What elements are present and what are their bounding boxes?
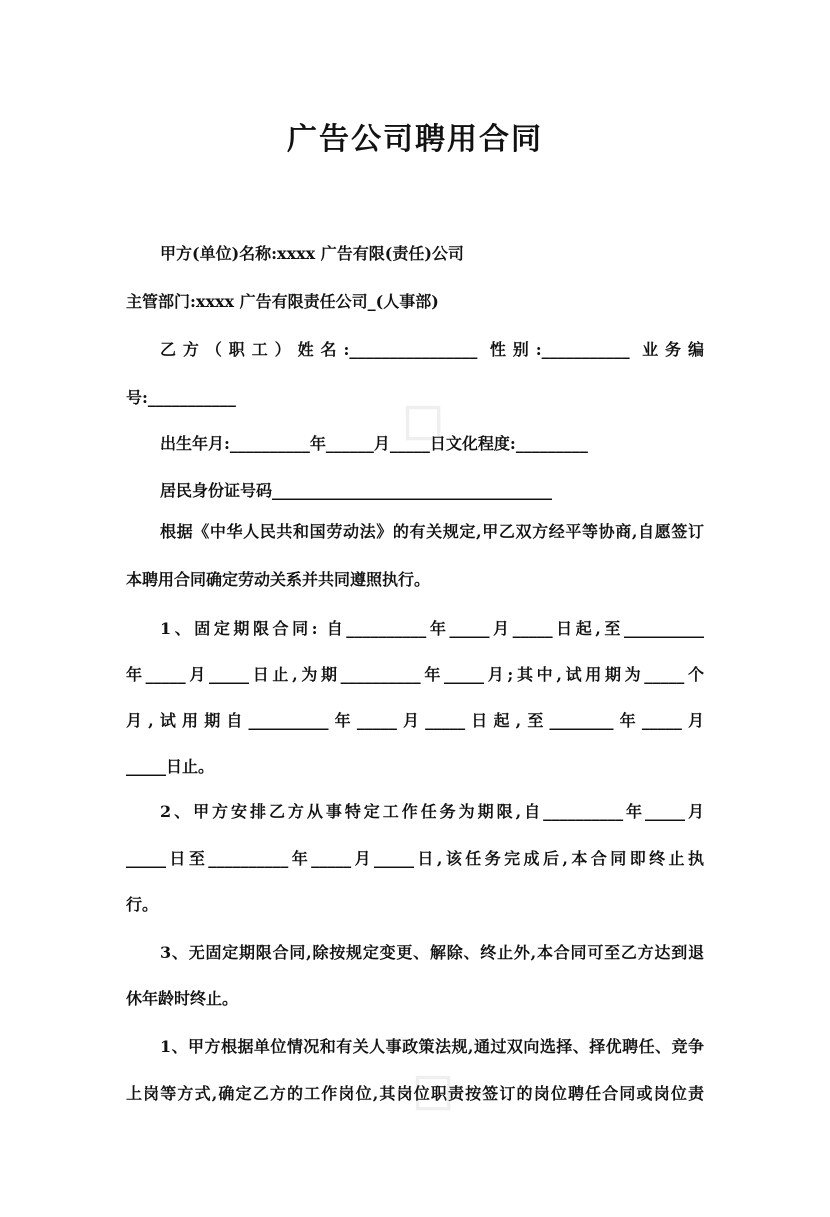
clause-fixed-term-1: 1、固定期限合同: 自__________年_____月_____日起,至__________ xyxy=(160,619,704,638)
clause-task-term-2: _____日至__________年_____月_____日,该任务完成后,本合同即终止执 xyxy=(126,849,704,868)
employee-number-line: 号:___________ xyxy=(126,388,236,407)
paragraph-intro-1: 根据《中华人民共和国劳动法》的有关规定,甲乙双方经平等协商,自愿签订 xyxy=(160,522,704,541)
paragraph-intro-2: 本聘用合同确定劳动关系并共同遵照执行。 xyxy=(126,570,431,589)
watermark-mark-bottom: ◇ xyxy=(386,1046,474,1134)
watermark-mark: ◇ xyxy=(376,376,464,464)
clause-fixed-term-3: 月,试用期自__________年_____月_____日起,至________年_____月 xyxy=(126,711,704,730)
clause-position-2: 上岗等方式,确定乙方的工作岗位,其岗位职责按签订的岗位聘任合同或岗位责 xyxy=(126,1084,704,1103)
party-b-name-line: 乙方（职工）姓名:________________ 性别:___________ 业务编 xyxy=(160,340,704,359)
party-a-name-line: 甲方(单位)名称:xxxx 广告有限(责任)公司 xyxy=(160,244,464,263)
clause-open-term-2: 休年龄时终止。 xyxy=(126,989,239,1008)
clause-fixed-term-4: _____日止。 xyxy=(126,757,215,776)
clause-open-term-1: 3、无固定期限合同,除按规定变更、解除、终止外,本合同可至乙方达到退 xyxy=(160,943,704,962)
document-title: 广告公司聘用合同 xyxy=(287,122,543,157)
id-number-line: 居民身份证号码___________________________________ xyxy=(160,481,553,500)
clause-task-term-3: 行。 xyxy=(126,895,159,914)
clause-fixed-term-2: 年_____月_____日止,为期__________年_____月;其中,试用期为_____个 xyxy=(126,665,704,684)
clause-task-term-1: 2、甲方安排乙方从事特定工作任务为期限,自__________年_____月 xyxy=(160,802,704,821)
birth-education-line: 出生年月:__________年______月_____日文化程度:_________ xyxy=(160,434,588,453)
department-line: 主管部门:xxxx 广告有限责任公司_(人事部) xyxy=(126,292,439,311)
clause-position-1: 1、甲方根据单位情况和有关人事政策法规,通过双向选择、择优聘任、竞争 xyxy=(160,1037,704,1056)
